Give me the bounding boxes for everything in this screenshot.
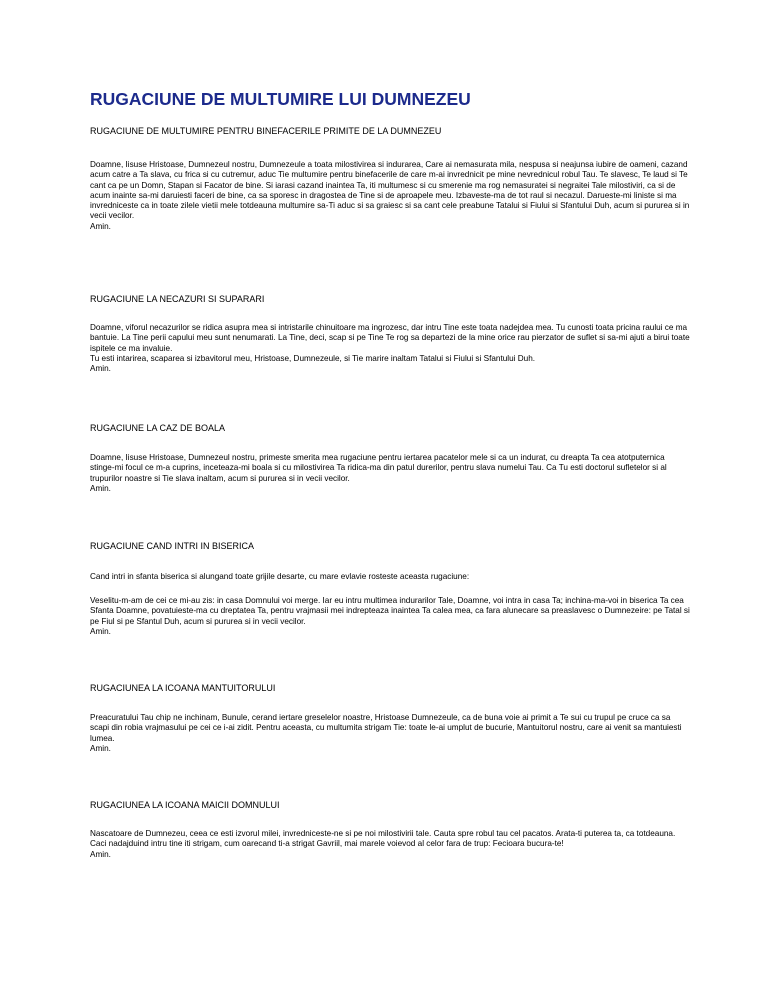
page-subtitle: RUGACIUNE DE MULTUMIRE PENTRU BINEFACERILE PRIMITE DE LA DUMNEZEU — [90, 126, 442, 136]
section-title-necazuri: RUGACIUNE LA NECAZURI SI SUPARARI — [90, 294, 265, 304]
section-text-biserica — [90, 596, 690, 637]
section-body: Doamne, viforul necazurilor se ridica asupra mea si intristarile chinuitoare ma ingrozesc, dar intru Tine este toata nadejdea mea. Tu cunosti toata pricina raului ce ma bantuie. La Tine perii capului meu sunt nenumarati. La Tine, deci, scap si pe Tine Te rog sa departezi de la mine orice rau pierzator de suflet si sa-mi ajuti a birui toate ispitele ce ma invaluie. — [90, 323, 690, 353]
section-body: Doamne, Iisuse Hristoase, Dumnezeul nostru, primeste smerita mea rugaciune pentru iertarea pacatelor mele si ca un indurat, cu dreapta Ta cea atotputernica stinge-mi focul ce m-a cuprins, inceteaza-mi boala si cu milostivirea Ta ridica-ma din patul durerilor, pentru slava numelui Tau. Ca Tu esti doctorul sufletelor si al trupurilor noastre si Tie slava inaltam, acum si pururea si in vecii vecilor. — [90, 453, 667, 483]
section-amin: Amin. — [90, 849, 111, 859]
section-body: Veselitu-m-am de cei ce mi-au zis: in casa Domnului voi merge. Iar eu intru multimea indurarilor Tale, Doamne, voi intra in casa Ta; inchina-ma-voi in biserica Ta cea Sfanta Doamne, povatuieste-ma cu dreptatea Ta, pentru vrajmasii mei indrepteaza inaintea Ta calea mea, ca fara alunecare sa preaslavesc o Dumnezeire: pe Tatal si pe Fiul si pe Sfantul Duh, acum si pururea si in vecii vecilor. — [90, 596, 690, 626]
page-title: RUGACIUNE DE MULTUMIRE LUI DUMNEZEU — [90, 89, 471, 109]
section-text-boala — [90, 453, 690, 494]
section-amin: Amin. — [90, 626, 111, 636]
intro-prayer-text — [90, 160, 690, 232]
section-text-necazuri — [90, 323, 690, 374]
intro-prayer-body: Doamne, Iisuse Hristoase, Dumnezeul nostru, Dumnezeule a toata milostivirea si indurarea, Care ai nemasurata mila, nespusa si neajunsa iubire de oameni, cazand acum catre a Ta slava, cu frica si cu cutremur, aduc Tie multumire pentru binefacerile de care m-ai invrednicit pe mine nevrednicul robul Tau. Te slavesc, Te laud si Te cant ca pe un Domn, Stapan si Facator de bine. Si iarasi cazand inaintea Ta, iti multumesc si cu smerenie ma rog nemasuratei si negraitei Tale milostiviri, ca si de acum inainte sa-mi daruiesti faceri de bine, ca sa sporesc in dragostea de Tine si de aproapele meu. Izbaveste-ma de tot raul si necazul. Darueste-mi liniste si ma invredniceste ca in toate zilele vietii mele totdeauna multumire sa-Ti aduc si sa graiesc si sa cant cele preabune Tatalui si Fiului si Sfantului Duh, acum si pururea si in vecii vecilor. — [90, 160, 690, 221]
section-title-boala: RUGACIUNE LA CAZ DE BOALA — [90, 423, 226, 433]
section-amin: Amin. — [90, 743, 111, 753]
section-title-biserica: RUGACIUNE CAND INTRI IN BISERICA — [90, 541, 255, 551]
section-amin: Amin. — [90, 364, 111, 374]
section-text-icoana-mantuitorului — [90, 713, 690, 754]
section-text-icoana-maicii-domnului — [90, 829, 690, 860]
section-intro-biserica: Cand intri in sfanta biserica si alungand toate grijile desarte, cu mare evlavie rosteste aceasta rugaciune: — [90, 572, 470, 581]
section-body-continued: Tu esti intarirea, scaparea si izbavitorul meu, Hristoase, Dumnezeule, si Tie marire inaltam Tatalui si Fiului si Sfantului Duh. — [90, 353, 536, 363]
intro-prayer-amin: Amin. — [90, 221, 111, 231]
section-title-icoana-maicii-domnului: RUGACIUNEA LA ICOANA MAICII DOMNULUI — [90, 800, 280, 810]
section-amin: Amin. — [90, 483, 111, 493]
section-title-icoana-mantuitorului: RUGACIUNEA LA ICOANA MANTUITORULUI — [90, 683, 276, 693]
section-body: Preacuratului Tau chip ne inchinam, Bunule, cerand iertare greselelor noastre, Hristoase Dumnezeule, ca de buna voie ai primit a Te sui cu trupul pe cruce ca sa scapi din robia vrajmasului pe cei ce i-ai zidit. Pentru aceasta, cu multumita strigam Tie: toate le-ai umplut de bucurie, Mantuitorul nostru, care ai venit sa mantuiesti lumea. — [90, 713, 682, 743]
section-body: Nascatoare de Dumnezeu, ceea ce esti izvorul milei, invredniceste-ne si pe noi milostivirii tale. Cauta spre robul tau cel pacatos. Arata-ti puterea ta, ca totdeauna. Caci nadajduind intru tine iti strigam, cum oarecand ti-a strigat Gavriil, mai marele voievod al celor fara de trup: Fecioara bucura-te! — [90, 829, 676, 849]
